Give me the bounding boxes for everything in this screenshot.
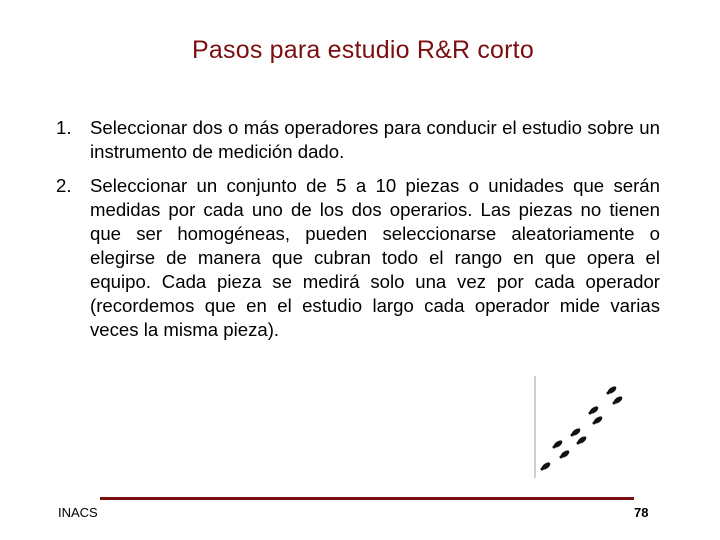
- footer-org: INACS: [58, 505, 98, 520]
- steps-list: [56, 116, 660, 352]
- list-number: 2.: [56, 175, 72, 196]
- list-text: Seleccionar dos o más operadores para conducir el estudio sobre un instrumento de medición dado.: [90, 117, 660, 162]
- list-item: [56, 116, 660, 164]
- list-number: 1.: [56, 117, 72, 138]
- list-item: [56, 174, 660, 342]
- list-text: Seleccionar un conjunto de 5 a 10 piezas o unidades que serán medidas por cada uno de los dos operarios. Las piezas no tienen que ser homogéneas, pueden seleccionarse aleatoriamente o elegirse de manera que cubran todo el rango en que opera el equipo. Cada pieza se medirá solo una vez por cada operador (recordemos que en el estudio largo cada operador mide varias veces la misma pieza).: [90, 175, 660, 340]
- page-number: 78: [634, 505, 649, 520]
- footprints-icon: [532, 374, 632, 484]
- footer-divider: [100, 497, 634, 500]
- slide-title: Pasos para estudio R&R corto: [192, 36, 534, 64]
